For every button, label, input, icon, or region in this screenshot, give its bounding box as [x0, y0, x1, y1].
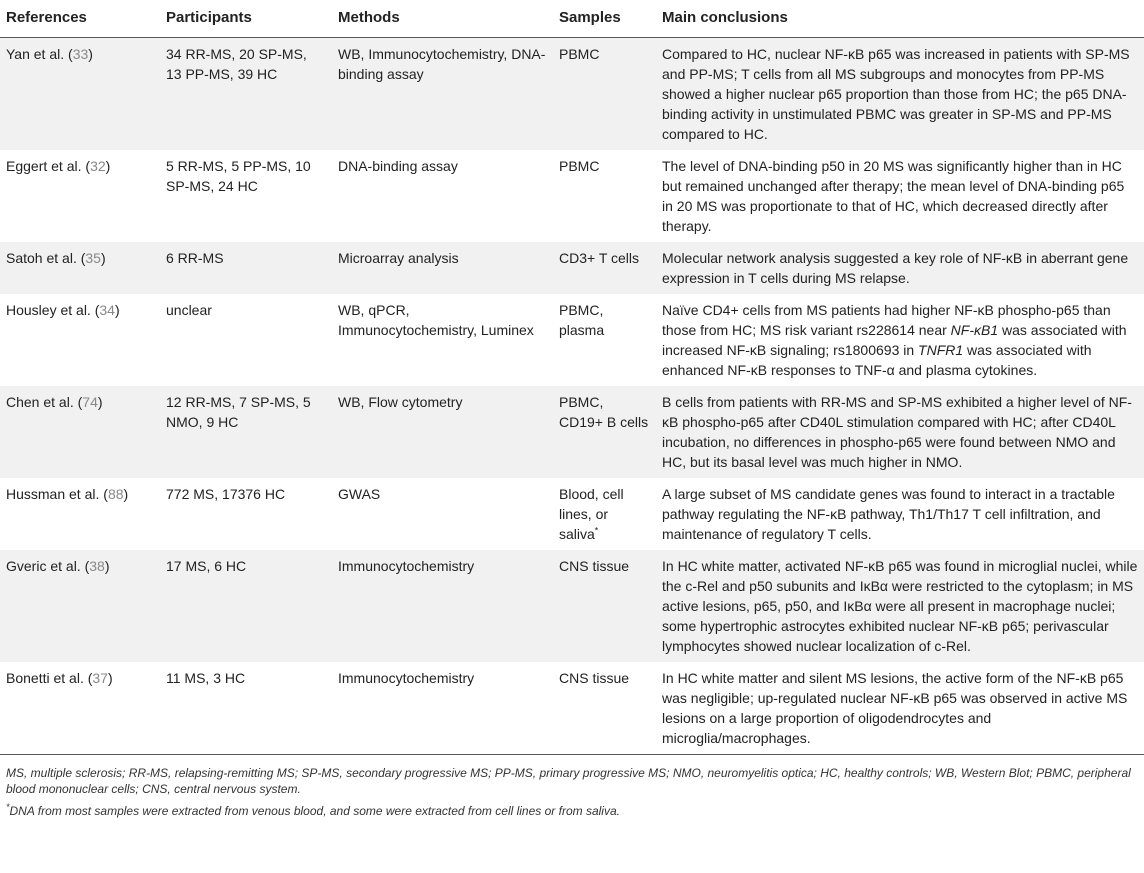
reference-author: Bonetti et al. — [6, 670, 84, 686]
participants-cell: 17 MS, 6 HC — [160, 550, 332, 662]
conclusion-cell: In HC white matter and silent MS lesions, the active form of the NF-κB p65 was negligible; up-regulated nuclear NF-κB p65 was observed in active MS lesions on a large proportion of oligodendrocytes and microglia/macrophages. — [656, 662, 1144, 755]
participants-cell: 6 RR-MS — [160, 242, 332, 294]
reference-number-link[interactable]: 88 — [107, 486, 124, 502]
samples-cell: PBMC — [559, 158, 600, 174]
participants-cell: 11 MS, 3 HC — [160, 662, 332, 755]
reference-author: Chen et al. — [6, 394, 74, 410]
samples-cell: PBMC, CD19+ B cells — [553, 386, 656, 478]
participants-cell: 12 RR-MS, 7 SP-MS, 5 NMO, 9 HC — [160, 386, 332, 478]
reference-number-link[interactable]: 32 — [90, 158, 106, 174]
samples-cell — [553, 478, 656, 550]
header-participants: Participants — [160, 0, 332, 38]
table-row — [0, 550, 1144, 662]
reference-author: Eggert et al. — [6, 158, 82, 174]
header-methods: Methods — [332, 0, 553, 38]
conclusion-cell: In HC white matter, activated NF-κB p65 was found in microglial nuclei, while the c-Rel and p50 subunits and IκBα were restricted to the cytoplasm; in MS active lesions, p65, p50, and IκBα were all present in macrophage nuclei; some hypertrophic astrocytes exhibited nuclear NF-κB p65; perivascular lymphocytes showed nuclear localization of c-Rel. — [656, 550, 1144, 662]
conclusion-text: Naïve CD4+ cells from MS patients had higher NF-κB phospho-p65 than those from HC; MS risk variant rs228614 near — [662, 302, 1111, 338]
conclusion-cell: B cells from patients with RR-MS and SP-MS exhibited a higher level of NF-κB phospho-p65 after CD40L stimulation compared with HC; after CD40L incubation, no differences in phospho-p65 were found between NMO and HC, but its basal level was much higher in NMO. — [656, 386, 1144, 478]
reference-cell: Gveric et al. (38) — [0, 550, 160, 662]
reference-number-link[interactable]: 37 — [92, 670, 108, 686]
asterisk-note-text: DNA from most samples were extracted from venous blood, and some were extracted from cell lines or from saliva. — [9, 804, 620, 818]
conclusion-text: was associated with enhanced NF-κB responses to TNF-α and plasma cytokines. — [662, 342, 1092, 378]
samples-cell: CD3+ T cells — [553, 242, 656, 294]
reference-cell: Yan et al. (33) — [0, 38, 160, 151]
table-row — [0, 242, 1144, 294]
reference-author: Gveric et al. — [6, 558, 81, 574]
footnote-marker: * — [6, 802, 10, 812]
table-row — [0, 662, 1144, 755]
reference-cell: Hussman et al. (88) — [6, 486, 129, 502]
participants-cell: 34 RR-MS, 20 SP-MS, 13 PP-MS, 39 HC — [160, 38, 332, 151]
reference-author: Yan et al. — [6, 46, 65, 62]
participants-cell: 772 MS, 17376 HC — [166, 486, 286, 502]
conclusion-cell — [656, 294, 1144, 386]
reference-number-link[interactable]: 35 — [85, 250, 101, 266]
conclusion-cell: Compared to HC, nuclear NF-κB p65 was increased in patients with SP-MS and PP-MS; T cells from all MS subgroups and monocytes from PP-MS showed a higher nuclear p65 proportion than those from HC; the p65 DNA-binding activity in unstimulated PBMC was greater in SP-MS and PP-MS compared to HC. — [656, 38, 1144, 151]
reference-cell: Bonetti et al. (37) — [0, 662, 160, 755]
reference-number-link[interactable]: 34 — [99, 302, 115, 318]
header-row — [0, 0, 1144, 38]
methods-cell: GWAS — [338, 486, 381, 502]
methods-cell: DNA-binding assay — [338, 158, 458, 174]
table-row — [0, 38, 1144, 151]
abbreviations-note: MS, multiple sclerosis; RR-MS, relapsing-remitting MS; SP-MS, secondary progressive MS; PP-MS, primary progressive MS; NMO, neuromyelitis optica; HC, healthy controls; WB, Western Blot; PBMC, peripheral blood mononuclear cells; CNS, central nervous system. — [6, 766, 1131, 796]
methods-cell: Microarray analysis — [332, 242, 553, 294]
reference-author: Housley et al. — [6, 302, 91, 318]
methods-cell: WB, Flow cytometry — [332, 386, 553, 478]
conclusion-cell: A large subset of MS candidate genes was found to interact in a tractable pathway regulating the NF-κB pathway, Th1/Th17 T cell infiltration, and maintenance of regulatory T cells. — [662, 486, 1115, 542]
reference-author: Hussman et al. — [6, 486, 100, 502]
asterisk-note — [6, 803, 1138, 819]
conclusion-cell: Molecular network analysis suggested a key role of NF-κB in aberrant gene expression in T cells during MS relapse. — [656, 242, 1144, 294]
methods-cell: Immunocytochemistry — [332, 550, 553, 662]
reference-number-link[interactable]: 38 — [89, 558, 105, 574]
samples-text: Blood, cell lines, or saliva — [559, 486, 624, 542]
reference-author: Satoh et al. — [6, 250, 77, 266]
methods-cell: Immunocytochemistry — [332, 662, 553, 755]
reference-cell: Satoh et al. (35) — [0, 242, 160, 294]
header-samples: Samples — [553, 0, 656, 38]
methods-cell: WB, Immunocytochemistry, DNA-binding assay — [332, 38, 553, 151]
reference-cell: Chen et al. (74) — [0, 386, 160, 478]
table-row — [0, 150, 1144, 242]
methods-cell: WB, qPCR, Immunocytochemistry, Luminex — [338, 302, 534, 338]
header-references: References — [0, 0, 160, 38]
reference-cell: Eggert et al. (32) — [6, 158, 111, 174]
participants-cell: unclear — [166, 302, 212, 318]
samples-cell: CNS tissue — [553, 662, 656, 755]
table-row — [0, 294, 1144, 386]
table-footnote — [0, 765, 1144, 819]
reference-cell: Housley et al. (34) — [6, 302, 120, 318]
conclusion-text: was associated with increased NF-κB signaling; rs1800693 in — [662, 322, 1127, 358]
gene-name: NF-κB1 — [950, 322, 999, 338]
header-main-conclusions: Main conclusions — [656, 0, 1144, 38]
table-row — [0, 478, 1144, 550]
samples-cell: CNS tissue — [553, 550, 656, 662]
participants-cell: 5 RR-MS, 5 PP-MS, 10 SP-MS, 24 HC — [166, 158, 311, 194]
gene-name: TNFR1 — [918, 342, 964, 358]
reference-number-link[interactable]: 33 — [72, 46, 89, 62]
reference-number-link[interactable]: 74 — [82, 394, 98, 410]
samples-cell: PBMC, plasma — [559, 302, 605, 338]
conclusion-cell: The level of DNA-binding p50 in 20 MS was significantly higher than in HC but remained unchanged after therapy; the mean level of DNA-binding p65 in 20 MS was proportionate to that of HC, which decreased directly after therapy. — [662, 158, 1125, 234]
footnote-marker: * — [594, 525, 599, 536]
table-row — [0, 386, 1144, 478]
samples-cell: PBMC — [553, 38, 656, 151]
